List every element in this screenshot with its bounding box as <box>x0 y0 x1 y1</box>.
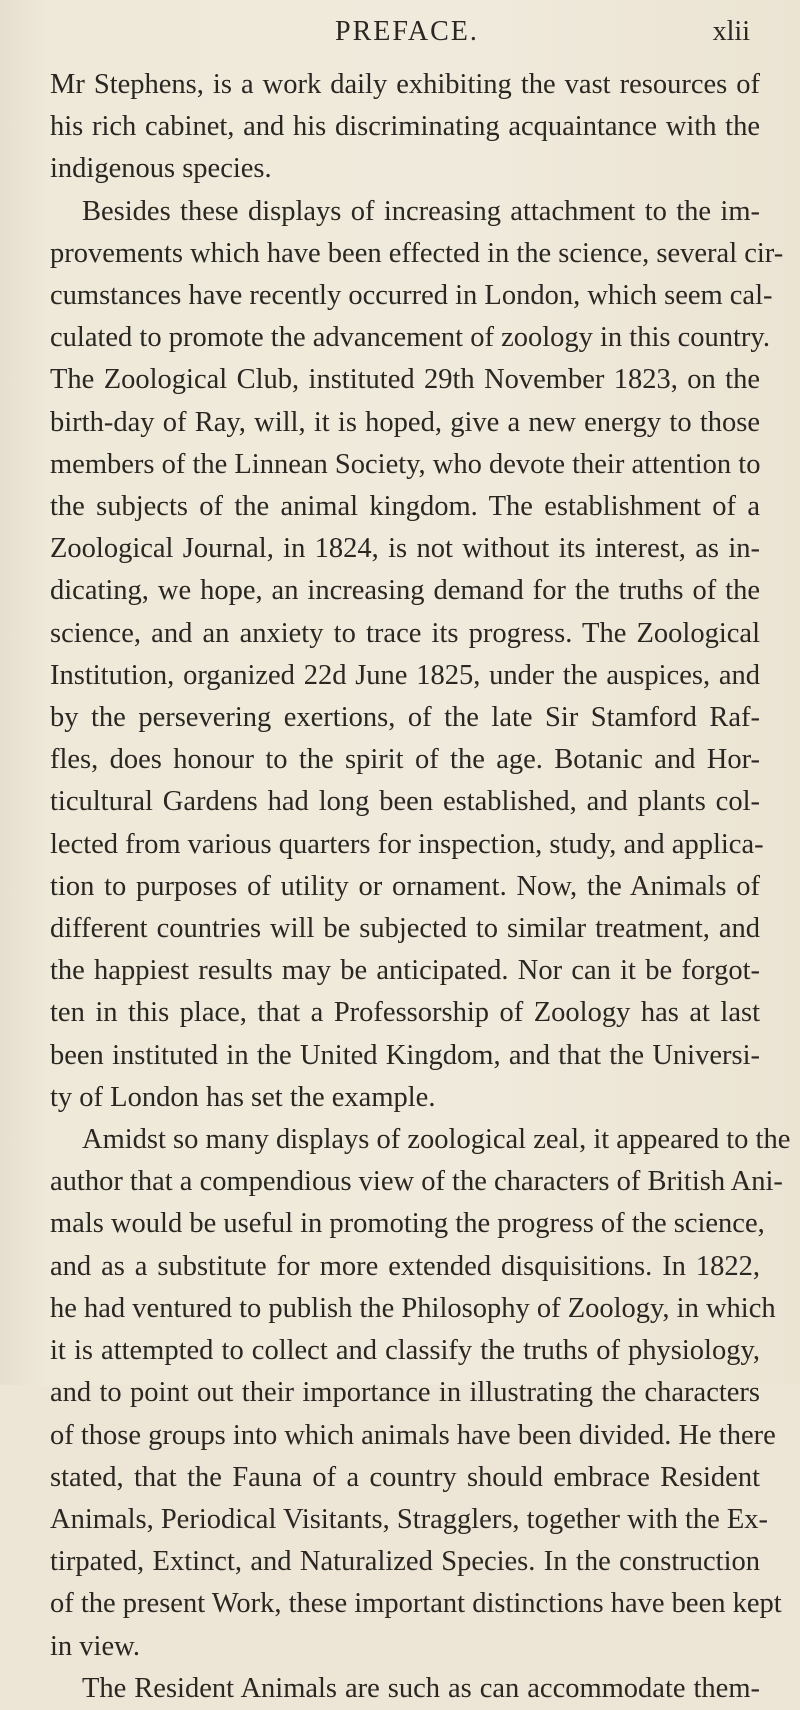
text-line: and as a substitute for more extended disquisitions. In 1822, <box>50 1250 760 1282</box>
text-line: tirpated, Extinct, and Naturalized Species. In the construction <box>50 1546 760 1578</box>
text-line: author that a compendious view of the characters of British Ani- <box>50 1166 783 1198</box>
text-line: mals would be useful in promoting the progress of the science, <box>50 1208 765 1240</box>
text-line: the happiest results may be anticipated. Nor can it be forgot- <box>50 955 760 987</box>
text-line: it is attempted to collect and classify the truths of physiology, <box>50 1335 760 1367</box>
text-line: Besides these displays of increasing attachment to the im- <box>82 195 760 227</box>
text-line: Animals, Periodical Visitants, Stragglers, together with the Ex- <box>50 1503 769 1535</box>
text-line: of those groups into which animals have been divided. He there <box>50 1419 776 1451</box>
text-line: tion to purposes of utility or ornament. Now, the Animals of <box>50 870 760 902</box>
text-line: Amidst so many displays of zoological zeal, it appeared to the <box>82 1124 791 1156</box>
page-header <box>0 10 800 54</box>
text-line: been instituted in the United Kingdom, and that the Universi- <box>50 1039 760 1071</box>
text-line: Mr Stephens, is a work daily exhibiting the vast resources of <box>50 69 760 100</box>
text-line: stated, that the Fauna of a country should embrace Resident <box>50 1461 760 1493</box>
text-line: in view. <box>50 1630 140 1662</box>
text-line: the subjects of the animal kingdom. The establishment of a <box>50 491 760 523</box>
body-text <box>50 64 791 1710</box>
text-line: science, and an anxiety to trace its progress. The Zoological <box>50 617 760 649</box>
text-line: cumstances have recently occurred in London, which seem cal- <box>50 280 773 312</box>
text-line: ty of London has set the example. <box>50 1081 436 1113</box>
text-line: fles, does honour to the spirit of the age. Botanic and Hor- <box>50 744 760 776</box>
text-line: his rich cabinet, and his discriminating acquaintance with the <box>50 111 760 143</box>
text-line: by the persevering exertions, of the late Sir Stamford Raf- <box>50 702 760 734</box>
text-line: members of the Linnean Society, who devote their attention to <box>50 448 761 480</box>
text-line: culated to promote the advancement of zoology in this country. <box>50 322 770 354</box>
text-line: and to point out their importance in illustrating the characters <box>50 1377 760 1409</box>
text-line: provements which have been effected in the science, several cir- <box>50 237 784 269</box>
text-line: birth-day of Ray, will, it is hoped, give a new energy to those <box>50 406 760 438</box>
text-line: ticultural Gardens had long been established, and plants col- <box>50 786 760 818</box>
text-line: of the present Work, these important distinctions have been kept <box>50 1588 782 1620</box>
text-line: Zoological Journal, in 1824, is not without its interest, as in- <box>50 533 760 565</box>
text-line: indigenous species. <box>50 153 272 185</box>
running-head: PREFACE. <box>335 16 479 47</box>
text-line: Institution, organized 22d June 1825, under the auspices, and <box>50 659 760 691</box>
text-line: The Resident Animals are such as can accommodate them- <box>82 1672 760 1704</box>
text-line: he had ventured to publish the Philosophy of Zoology, in which <box>50 1292 776 1324</box>
text-line: The Zoological Club, instituted 29th November 1823, on the <box>50 364 760 396</box>
text-line: lected from various quarters for inspection, study, and applica- <box>50 828 764 860</box>
text-line: different countries will be subjected to similar treatment, and <box>50 913 760 945</box>
page-number: xlii <box>712 16 750 47</box>
text-line: ten in this place, that a Professorship of Zoology has at last <box>50 997 760 1029</box>
text-line: dicating, we hope, an increasing demand for the truths of the <box>50 575 760 607</box>
